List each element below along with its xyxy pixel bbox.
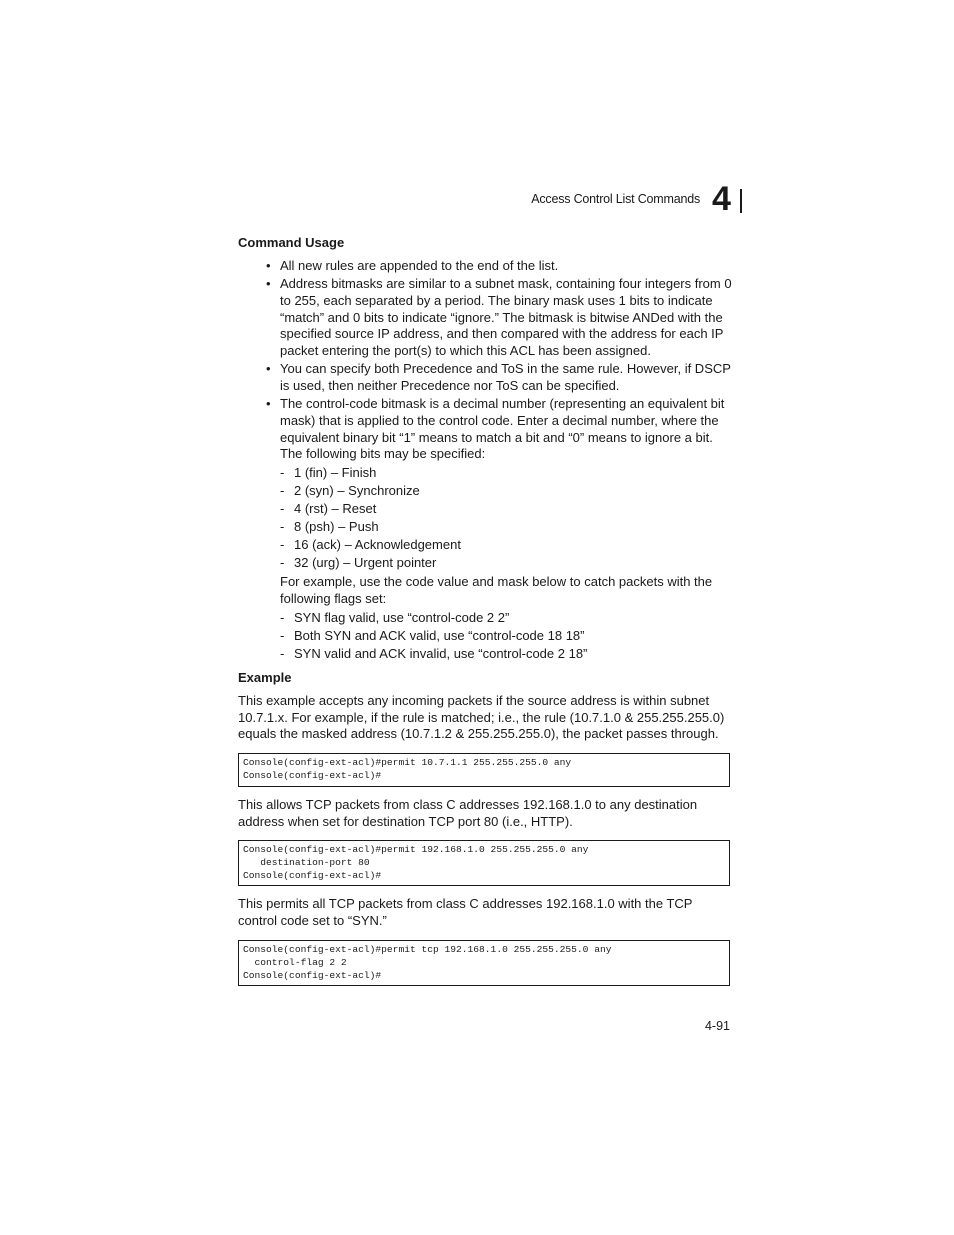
code-block-3 <box>238 940 730 986</box>
code-line: Console(config-ext-acl)# <box>243 969 382 981</box>
list-item: • Address bitmasks are similar to a subnet mask, containing four integers from 0 to 255, each separated by a period. The binary mask uses 1 bits to indicate “match” and 0 bits to indicate “ignore.” The bitmask is bitwise ANDed with the specified source IP address, and then compared with the address for each IP packet entering the port(s) to which this ACL has been assigned. <box>266 276 732 360</box>
code-line: Console(config-ext-acl)#permit 192.168.1.0 255.255.255.0 any <box>243 844 589 855</box>
control-code-text: The control-code bitmask is a decimal number (representing an equivalent bit mask) that is applied to the control code. Enter a decimal number, where the equivalent binary bit “1” means to match a bit and “0” means to ignore a bit. The following bits may be specified: <box>280 396 725 462</box>
code-line: Console(config-ext-acl)#permit tcp 192.168.1.0 255.255.255.0 any <box>243 944 612 955</box>
running-header-title: Access Control List Commands <box>531 192 700 206</box>
chapter-divider <box>740 189 742 213</box>
bit-item: - 32 (urg) – Urgent pointer <box>280 555 732 572</box>
flag-item: - SYN valid and ACK invalid, use “control-code 2 18” <box>280 646 732 663</box>
command-usage-heading: Command Usage <box>238 235 345 250</box>
flag-item: - SYN flag valid, use “control-code 2 2” <box>280 610 732 627</box>
flag-item: - Both SYN and ACK valid, use “control-code 18 18” <box>280 628 732 645</box>
code-line: control-flag 2 2 <box>243 956 347 968</box>
list-item: • All new rules are appended to the end of the list. <box>266 258 732 275</box>
page-number: 4-91 <box>704 1019 730 1033</box>
bit-item: - 1 (fin) – Finish <box>280 465 732 482</box>
bit-item: - 8 (psh) – Push <box>280 519 732 536</box>
command-usage-list <box>266 258 732 664</box>
example-para-3: This permits all TCP packets from class C addresses 192.168.1.0 with the TCP control code set to “SYN.” <box>238 896 693 928</box>
flags-list <box>280 610 732 663</box>
example-intro: This example accepts any incoming packets if the source address is within subnet 10.7.1.x. For example, if the rule is matched; i.e., the rule (10.7.1.0 & 255.255.255.0) equals the masked address (10.7.1.2 & 255.255.255.0), the packet passes through. <box>238 693 725 742</box>
bit-item: - 4 (rst) – Reset <box>280 501 732 518</box>
example-para-2: This allows TCP packets from class C addresses 192.168.1.0 to any destination address when set for destination TCP port 80 (i.e., HTTP). <box>238 797 698 829</box>
code-line: destination-port 80 <box>243 856 370 868</box>
code-block-2 <box>238 840 730 886</box>
code-line: Console(config-ext-acl)# <box>243 769 382 781</box>
chapter-number: 4 <box>712 180 731 218</box>
list-item-control-code <box>266 396 732 662</box>
list-item: • You can specify both Precedence and ToS in the same rule. However, if DSCP is used, then neither Precedence nor ToS can be specified. <box>266 361 732 394</box>
bit-item: - 16 (ack) – Acknowledgement <box>280 537 732 554</box>
bit-item: - 2 (syn) – Synchronize <box>280 483 732 500</box>
code-block-1 <box>238 753 730 787</box>
code-line: Console(config-ext-acl)#permit 10.7.1.1 255.255.255.0 any <box>243 757 572 768</box>
flags-intro: For example, use the code value and mask below to catch packets with the following flags set: <box>280 574 713 606</box>
example-heading: Example <box>238 670 292 685</box>
bits-list <box>280 465 732 572</box>
code-line: Console(config-ext-acl)# <box>243 869 382 881</box>
